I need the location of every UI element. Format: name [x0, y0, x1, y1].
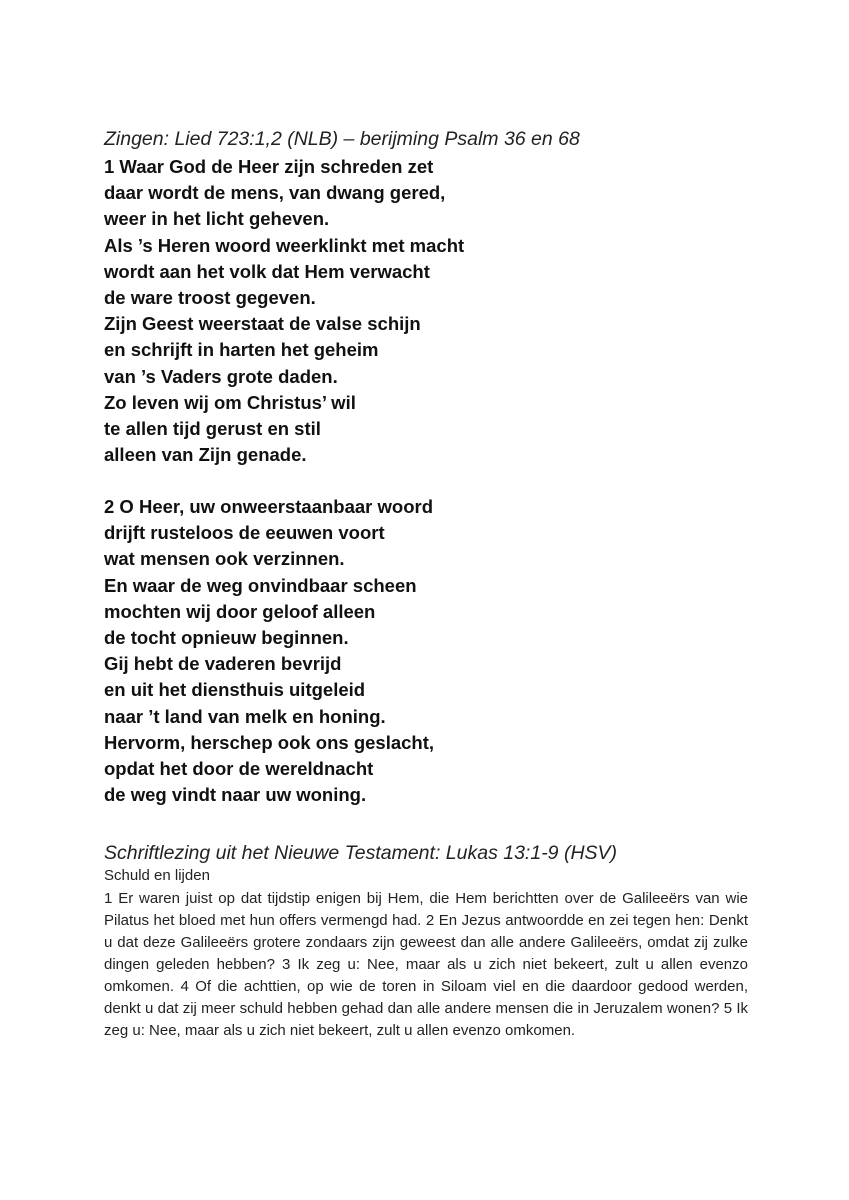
reading-subheading: Schuld en lijden [104, 867, 210, 884]
stanza-2-line: de weg vindt naar uw woning. [104, 784, 367, 806]
stanza-2 [104, 494, 434, 808]
stanza-2-line: mochten wij door geloof alleen [104, 600, 376, 622]
stanza-1-line: alleen van Zijn genade. [104, 444, 307, 466]
stanza-2-line: Hervorm, herschep ook ons geslacht, [104, 731, 435, 753]
reading-text: 1 Er waren juist op dat tijdstip enigen bij Hem, die Hem berichtten over de Galileeërs van wie Pilatus het bloed met hun offers vermengd had. 2 En Jezus antwoordde en zei tegen hen: Denkt u dat deze Galileeërs grotere zondaars zijn geweest dan alle andere Galileeërs, omdat zij zulke dingen geleden hebben? 3 Ik zeg u: Nee, maar als u zich niet bekeert, zult u allen evenzo omkomen. 4 Of die achttien, op wie de toren in Siloam viel en die daardoor gedood werden, denkt u dat zij meer schuld hebben gehad dan alle andere mensen die in Jeruzalem wonen? 5 Ik zeg u: Nee, maar als u zich niet bekeert, zult u allen evenzo omkomen. [104, 890, 748, 1039]
stanza-1-line: 1 Waar God de Heer zijn schreden zet [104, 156, 434, 177]
stanza-2-line: wat mensen ook verzinnen. [104, 548, 345, 570]
stanza-1 [104, 154, 464, 468]
stanza-2-line: naar ’t land van melk en honing. [104, 705, 386, 727]
stanza-2-line: Gij hebt de vaderen bevrijd [104, 653, 342, 675]
stanza-2-line: opdat het door de wereldnacht [104, 758, 374, 780]
stanza-2-line: 2 O Heer, uw onweerstaanbaar woord [104, 496, 433, 517]
stanza-1-line: de ware troost gegeven. [104, 287, 316, 309]
stanza-1-line: Als ’s Heren woord weerklinkt met macht [104, 234, 465, 256]
stanza-2-line: drijft rusteloos de eeuwen voort [104, 522, 385, 544]
stanza-1-line: daar wordt de mens, van dwang gered, [104, 182, 446, 204]
stanza-2-line: En waar de weg onvindbaar scheen [104, 574, 417, 596]
stanza-2-line: en uit het diensthuis uitgeleid [104, 679, 366, 701]
song-heading: Zingen: Lied 723:1,2 (NLB) – berijming Psalm 36 en 68 [104, 128, 580, 150]
stanza-1-line: en schrijft in harten het geheim [104, 339, 379, 361]
reading-heading: Schriftlezing uit het Nieuwe Testament: Lukas 13:1-9 (HSV) [104, 842, 618, 864]
stanza-1-line: Zo leven wij om Christus’ wil [104, 391, 356, 413]
stanza-1-line: weer in het licht geheven. [104, 208, 330, 230]
stanza-1-line: van ’s Vaders grote daden. [104, 365, 338, 387]
stanza-1-line: te allen tijd gerust en stil [104, 418, 321, 440]
stanza-2-line: de tocht opnieuw beginnen. [104, 627, 349, 649]
stanza-1-line: wordt aan het volk dat Hem verwacht [104, 260, 430, 282]
stanza-1-line: Zijn Geest weerstaat de valse schijn [104, 313, 421, 335]
